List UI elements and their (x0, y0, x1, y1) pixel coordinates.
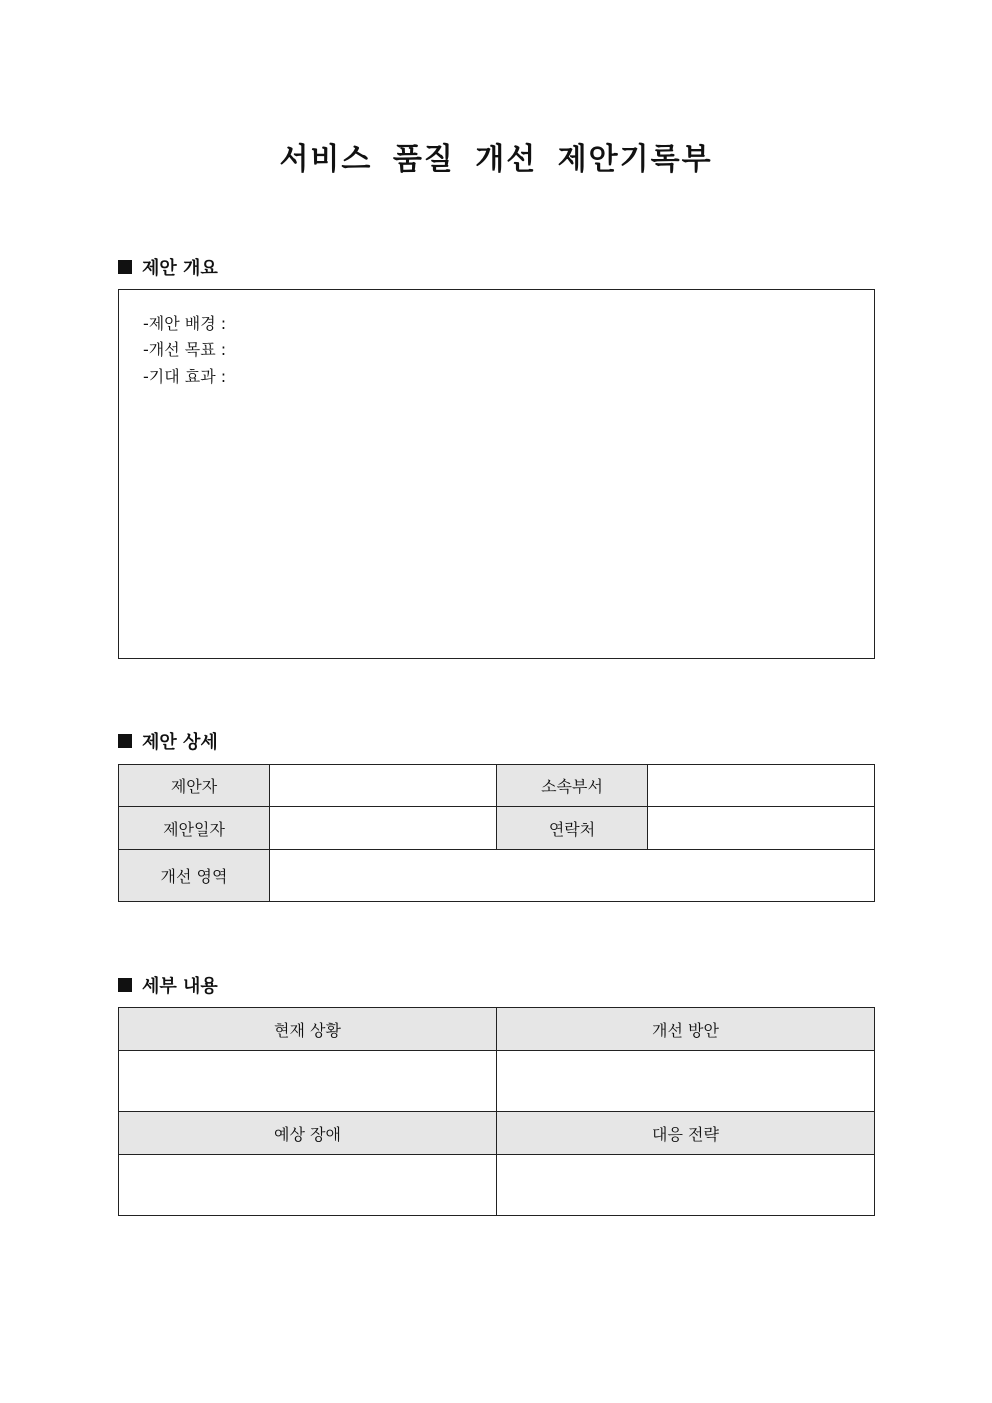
overview-line-background: -제안 배경 : (143, 314, 227, 333)
header-improvement-plan: 개선 방안 (497, 1008, 875, 1051)
section-heading-details (118, 728, 218, 754)
date-field[interactable] (270, 807, 497, 850)
content-table (118, 1007, 875, 1216)
header-current-status: 현재 상황 (119, 1008, 497, 1051)
label-contact: 연락처 (497, 807, 648, 850)
label-department: 소속부서 (497, 765, 648, 807)
proposer-field[interactable] (270, 765, 497, 807)
square-bullet-icon (118, 260, 132, 274)
square-bullet-icon (118, 978, 132, 992)
response-strategy-field[interactable] (497, 1155, 875, 1216)
overview-box[interactable] (118, 289, 875, 659)
overview-line-goal: -개선 목표 : (143, 340, 227, 359)
area-field[interactable] (270, 850, 875, 902)
label-proposer: 제안자 (119, 765, 270, 807)
document-title: 서비스 품질 개선 제안기록부 (279, 142, 713, 177)
label-date: 제안일자 (119, 807, 270, 850)
contact-field[interactable] (648, 807, 875, 850)
improvement-plan-field[interactable] (497, 1051, 875, 1112)
section-title: 제안 상세 (142, 732, 218, 753)
section-title: 제안 개요 (142, 258, 218, 279)
header-expected-obstacles: 예상 장애 (119, 1112, 497, 1155)
section-title: 세부 내용 (142, 976, 218, 997)
expected-obstacles-field[interactable] (119, 1155, 497, 1216)
square-bullet-icon (118, 734, 132, 748)
details-table (118, 764, 875, 902)
section-heading-overview (118, 254, 218, 280)
overview-line-effect: -기대 효과 : (143, 367, 227, 386)
department-field[interactable] (648, 765, 875, 807)
section-heading-content (118, 972, 218, 998)
current-status-field[interactable] (119, 1051, 497, 1112)
label-area: 개선 영역 (119, 850, 270, 902)
header-response-strategy: 대응 전략 (497, 1112, 875, 1155)
